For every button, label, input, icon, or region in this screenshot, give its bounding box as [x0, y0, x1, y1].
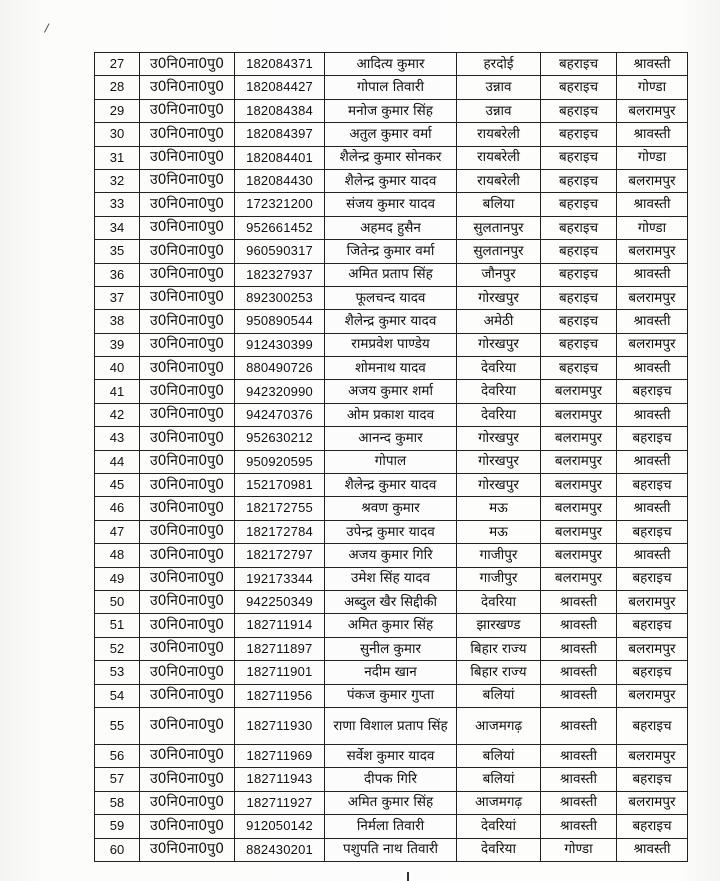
pno-cell: 152170981 [235, 474, 325, 497]
current-posting-cell: बहराइच [541, 240, 617, 263]
name-cell: शैलेन्द्र कुमार यादव [325, 169, 457, 192]
new-posting-cell: श्रावस्ती [617, 53, 688, 76]
table-row [95, 286, 688, 309]
new-posting-cell: गोण्डा [617, 146, 688, 169]
rank-cell: उ0नि0ना0पु0 [140, 815, 235, 838]
table-body [95, 53, 688, 862]
name-cell: अब्दुल खैर सिद्दीकी [325, 590, 457, 613]
home-district-cell: देवरिया [457, 838, 541, 861]
rank-cell: उ0नि0ना0पु0 [140, 661, 235, 684]
name-cell: फूलचन्द यादव [325, 286, 457, 309]
current-posting-cell: बलरामपुर [541, 474, 617, 497]
new-posting-cell: बहराइच [617, 567, 688, 590]
table-row [95, 310, 688, 333]
new-posting-cell: बहराइच [617, 768, 688, 791]
rank-cell: उ0नि0ना0पु0 [140, 744, 235, 767]
pno-cell: 182711956 [235, 684, 325, 707]
current-posting-cell: बहराइच [541, 263, 617, 286]
rank-cell: उ0नि0ना0पु0 [140, 497, 235, 520]
home-district-cell: बलियां [457, 684, 541, 707]
name-cell: पंकज कुमार गुप्ता [325, 684, 457, 707]
pno-cell: 942470376 [235, 403, 325, 426]
table-row [95, 684, 688, 707]
serial-number-cell: 49 [95, 567, 140, 590]
rank-cell: उ0नि0ना0पु0 [140, 838, 235, 861]
home-district-cell: मऊ [457, 520, 541, 543]
name-cell: अहमद हुसैन [325, 216, 457, 239]
new-posting-cell: श्रावस्ती [617, 263, 688, 286]
rank-cell: उ0नि0ना0पु0 [140, 403, 235, 426]
name-cell: मनोज कुमार सिंह [325, 99, 457, 122]
transfer-table [94, 52, 688, 862]
serial-number-cell: 60 [95, 838, 140, 861]
table-row [95, 146, 688, 169]
new-posting-cell: श्रावस्ती [617, 497, 688, 520]
serial-number-cell: 53 [95, 661, 140, 684]
current-posting-cell: बलरामपुर [541, 427, 617, 450]
new-posting-cell: बहराइच [617, 815, 688, 838]
new-posting-cell: बलरामपुर [617, 791, 688, 814]
current-posting-cell: बहराइच [541, 169, 617, 192]
current-posting-cell: बहराइच [541, 193, 617, 216]
current-posting-cell: बहराइच [541, 146, 617, 169]
pno-cell: 952661452 [235, 216, 325, 239]
name-cell: रामप्रवेश पाण्डेय [325, 333, 457, 356]
pno-cell: 182084397 [235, 123, 325, 146]
table-row [95, 123, 688, 146]
home-district-cell: बलिया [457, 193, 541, 216]
new-posting-cell: बलरामपुर [617, 684, 688, 707]
home-district-cell: उन्नाव [457, 76, 541, 99]
home-district-cell: गोरखपुर [457, 474, 541, 497]
name-cell: गोपाल [325, 450, 457, 473]
serial-number-cell: 32 [95, 169, 140, 192]
new-posting-cell: श्रावस्ती [617, 310, 688, 333]
current-posting-cell: बहराइच [541, 99, 617, 122]
home-district-cell: गाजीपुर [457, 567, 541, 590]
home-district-cell: आजमगढ़ [457, 707, 541, 744]
name-cell: अमित कुमार सिंह [325, 791, 457, 814]
pno-cell: 182711943 [235, 768, 325, 791]
table-row [95, 240, 688, 263]
table-row [95, 637, 688, 660]
new-posting-cell: बलरामपुर [617, 744, 688, 767]
home-district-cell: उन्नाव [457, 99, 541, 122]
table-row [95, 544, 688, 567]
rank-cell: उ0नि0ना0पु0 [140, 240, 235, 263]
rank-cell: उ0नि0ना0पु0 [140, 146, 235, 169]
new-posting-cell: बलरामपुर [617, 333, 688, 356]
rank-cell: उ0नि0ना0पु0 [140, 333, 235, 356]
pno-cell: 182172784 [235, 520, 325, 543]
serial-number-cell: 34 [95, 216, 140, 239]
rank-cell: उ0नि0ना0पु0 [140, 99, 235, 122]
rank-cell: उ0नि0ना0पु0 [140, 169, 235, 192]
pno-cell: 912050142 [235, 815, 325, 838]
new-posting-cell: बलरामपुर [617, 286, 688, 309]
current-posting-cell: श्रावस्ती [541, 614, 617, 637]
rank-cell: उ0नि0ना0पु0 [140, 768, 235, 791]
serial-number-cell: 33 [95, 193, 140, 216]
table-row [95, 791, 688, 814]
new-posting-cell: बहराइच [617, 380, 688, 403]
new-posting-cell: बहराइच [617, 707, 688, 744]
pno-cell: 912430399 [235, 333, 325, 356]
serial-number-cell: 36 [95, 263, 140, 286]
current-posting-cell: बलरामपुर [541, 403, 617, 426]
home-district-cell: हरदोई [457, 53, 541, 76]
name-cell: श्रवण कुमार [325, 497, 457, 520]
pno-cell: 182711897 [235, 637, 325, 660]
pno-cell: 182172797 [235, 544, 325, 567]
pno-cell: 950890544 [235, 310, 325, 333]
table-row [95, 53, 688, 76]
home-district-cell: आजमगढ़ [457, 791, 541, 814]
home-district-cell: देवरिया [457, 590, 541, 613]
current-posting-cell: बहराइच [541, 123, 617, 146]
serial-number-cell: 46 [95, 497, 140, 520]
rank-cell: उ0नि0ना0पु0 [140, 474, 235, 497]
current-posting-cell: गोण्डा [541, 838, 617, 861]
table-row [95, 263, 688, 286]
name-cell: अजय कुमार गिरि [325, 544, 457, 567]
table-row [95, 333, 688, 356]
rank-cell: उ0नि0ना0पु0 [140, 450, 235, 473]
name-cell: सुनील कुमार [325, 637, 457, 660]
new-posting-cell: गोण्डा [617, 216, 688, 239]
name-cell: अमित प्रताप सिंह [325, 263, 457, 286]
new-posting-cell: गोण्डा [617, 76, 688, 99]
table-row [95, 815, 688, 838]
serial-number-cell: 38 [95, 310, 140, 333]
serial-number-cell: 58 [95, 791, 140, 814]
current-posting-cell: श्रावस्ती [541, 637, 617, 660]
table-row [95, 707, 688, 744]
table-row [95, 357, 688, 380]
rank-cell: उ0नि0ना0पु0 [140, 263, 235, 286]
name-cell: निर्मला तिवारी [325, 815, 457, 838]
new-posting-cell: बहराइच [617, 427, 688, 450]
current-posting-cell: श्रावस्ती [541, 791, 617, 814]
new-posting-cell: श्रावस्ती [617, 838, 688, 861]
table-row [95, 474, 688, 497]
serial-number-cell: 59 [95, 815, 140, 838]
serial-number-cell: 52 [95, 637, 140, 660]
name-cell: ओम प्रकाश यादव [325, 403, 457, 426]
rank-cell: उ0नि0ना0पु0 [140, 567, 235, 590]
new-posting-cell: बहराइच [617, 661, 688, 684]
serial-number-cell: 41 [95, 380, 140, 403]
rank-cell: उ0नि0ना0पु0 [140, 614, 235, 637]
new-posting-cell: बहराइच [617, 614, 688, 637]
home-district-cell: गोरखपुर [457, 450, 541, 473]
current-posting-cell: श्रावस्ती [541, 768, 617, 791]
serial-number-cell: 44 [95, 450, 140, 473]
rank-cell: उ0नि0ना0पु0 [140, 590, 235, 613]
rank-cell: उ0नि0ना0पु0 [140, 76, 235, 99]
serial-number-cell: 45 [95, 474, 140, 497]
current-posting-cell: बलरामपुर [541, 520, 617, 543]
table-row [95, 661, 688, 684]
current-posting-cell: बलरामपुर [541, 567, 617, 590]
serial-number-cell: 29 [95, 99, 140, 122]
table-row [95, 169, 688, 192]
table-row [95, 838, 688, 861]
serial-number-cell: 48 [95, 544, 140, 567]
serial-number-cell: 28 [95, 76, 140, 99]
new-posting-cell: श्रावस्ती [617, 193, 688, 216]
rank-cell: उ0नि0ना0पु0 [140, 427, 235, 450]
rank-cell: उ0नि0ना0पु0 [140, 193, 235, 216]
pno-cell: 182711901 [235, 661, 325, 684]
home-district-cell: सुलतानपुर [457, 240, 541, 263]
rank-cell: उ0नि0ना0पु0 [140, 286, 235, 309]
rank-cell: उ0नि0ना0पु0 [140, 123, 235, 146]
name-cell: शैलेन्द्र कुमार यादव [325, 474, 457, 497]
home-district-cell: बिहार राज्य [457, 661, 541, 684]
rank-cell: उ0नि0ना0पु0 [140, 216, 235, 239]
current-posting-cell: बलरामपुर [541, 450, 617, 473]
name-cell: सर्वेश कुमार यादव [325, 744, 457, 767]
home-district-cell: देवरियां [457, 815, 541, 838]
serial-number-cell: 54 [95, 684, 140, 707]
pno-cell: 182327937 [235, 263, 325, 286]
name-cell: शैलेन्द्र कुमार यादव [325, 310, 457, 333]
table-row [95, 590, 688, 613]
rank-cell: उ0नि0ना0पु0 [140, 520, 235, 543]
pno-cell: 182084430 [235, 169, 325, 192]
rank-cell: उ0नि0ना0पु0 [140, 310, 235, 333]
home-district-cell: गोरखपुर [457, 333, 541, 356]
home-district-cell: बलियां [457, 768, 541, 791]
current-posting-cell: श्रावस्ती [541, 684, 617, 707]
current-posting-cell: बलरामपुर [541, 544, 617, 567]
rank-cell: उ0नि0ना0पु0 [140, 707, 235, 744]
pno-cell: 182084427 [235, 76, 325, 99]
table-row [95, 497, 688, 520]
new-posting-cell: श्रावस्ती [617, 357, 688, 380]
rank-cell: उ0नि0ना0पु0 [140, 791, 235, 814]
name-cell: नदीम खान [325, 661, 457, 684]
pno-cell: 182711930 [235, 707, 325, 744]
name-cell: संजय कुमार यादव [325, 193, 457, 216]
pno-cell: 172321200 [235, 193, 325, 216]
serial-number-cell: 47 [95, 520, 140, 543]
name-cell: अजय कुमार शर्मा [325, 380, 457, 403]
rank-cell: उ0नि0ना0पु0 [140, 684, 235, 707]
serial-number-cell: 42 [95, 403, 140, 426]
pno-cell: 960590317 [235, 240, 325, 263]
table-row [95, 768, 688, 791]
home-district-cell: जौनपुर [457, 263, 541, 286]
pno-cell: 882430201 [235, 838, 325, 861]
table-row [95, 76, 688, 99]
serial-number-cell: 50 [95, 590, 140, 613]
pen-mark [44, 23, 53, 34]
new-posting-cell: बहराइच [617, 474, 688, 497]
current-posting-cell: बहराइच [541, 310, 617, 333]
rank-cell: उ0नि0ना0पु0 [140, 357, 235, 380]
home-district-cell: बलियां [457, 744, 541, 767]
home-district-cell: सुलतानपुर [457, 216, 541, 239]
pno-cell: 182711927 [235, 791, 325, 814]
pno-cell: 892300253 [235, 286, 325, 309]
serial-number-cell: 40 [95, 357, 140, 380]
table-row [95, 614, 688, 637]
pno-cell: 182084384 [235, 99, 325, 122]
serial-number-cell: 30 [95, 123, 140, 146]
serial-number-cell: 51 [95, 614, 140, 637]
table-row [95, 450, 688, 473]
current-posting-cell: श्रावस्ती [541, 815, 617, 838]
table-row [95, 99, 688, 122]
current-posting-cell: श्रावस्ती [541, 661, 617, 684]
new-posting-cell: बलरामपुर [617, 169, 688, 192]
new-posting-cell: बलरामपुर [617, 99, 688, 122]
serial-number-cell: 56 [95, 744, 140, 767]
table-row [95, 380, 688, 403]
name-cell: अमित कुमार सिंह [325, 614, 457, 637]
name-cell: अतुल कुमार वर्मा [325, 123, 457, 146]
name-cell: जितेन्द्र कुमार वर्मा [325, 240, 457, 263]
current-posting-cell: बलरामपुर [541, 380, 617, 403]
home-district-cell: देवरिया [457, 403, 541, 426]
name-cell: राणा विशाल प्रताप सिंह [325, 707, 457, 744]
pno-cell: 950920595 [235, 450, 325, 473]
home-district-cell: देवरिया [457, 357, 541, 380]
table-row [95, 744, 688, 767]
pno-cell: 880490726 [235, 357, 325, 380]
new-posting-cell: बलरामपुर [617, 637, 688, 660]
current-posting-cell: बहराइच [541, 76, 617, 99]
pno-cell: 182711914 [235, 614, 325, 637]
name-cell: दीपक गिरि [325, 768, 457, 791]
rank-cell: उ0नि0ना0पु0 [140, 544, 235, 567]
current-posting-cell: बहराइच [541, 286, 617, 309]
current-posting-cell: श्रावस्ती [541, 744, 617, 767]
name-cell: पशुपति नाथ तिवारी [325, 838, 457, 861]
pno-cell: 952630212 [235, 427, 325, 450]
table-row [95, 216, 688, 239]
name-cell: शोमनाथ यादव [325, 357, 457, 380]
rank-cell: उ0नि0ना0पु0 [140, 380, 235, 403]
table-row [95, 427, 688, 450]
pno-cell: 942320990 [235, 380, 325, 403]
table-row [95, 567, 688, 590]
home-district-cell: गोरखपुर [457, 286, 541, 309]
new-posting-cell: बलरामपुर [617, 240, 688, 263]
new-posting-cell: श्रावस्ती [617, 123, 688, 146]
name-cell: उपेन्द्र कुमार यादव [325, 520, 457, 543]
new-posting-cell: बहराइच [617, 520, 688, 543]
rank-cell: उ0नि0ना0पु0 [140, 53, 235, 76]
home-district-cell: बिहार राज्य [457, 637, 541, 660]
home-district-cell: झारखण्ड [457, 614, 541, 637]
name-cell: उमेश सिंह यादव [325, 567, 457, 590]
new-posting-cell: श्रावस्ती [617, 450, 688, 473]
serial-number-cell: 27 [95, 53, 140, 76]
new-posting-cell: श्रावस्ती [617, 403, 688, 426]
table-row [95, 520, 688, 543]
name-cell: गोपाल तिवारी [325, 76, 457, 99]
new-posting-cell: बलरामपुर [617, 590, 688, 613]
serial-number-cell: 31 [95, 146, 140, 169]
serial-number-cell: 39 [95, 333, 140, 356]
home-district-cell: रायबरेली [457, 169, 541, 192]
pno-cell: 182084371 [235, 53, 325, 76]
current-posting-cell: श्रावस्ती [541, 707, 617, 744]
table-row [95, 403, 688, 426]
current-posting-cell: श्रावस्ती [541, 590, 617, 613]
pno-cell: 192173344 [235, 567, 325, 590]
name-cell: शैलेन्द्र कुमार सोनकर [325, 146, 457, 169]
rank-cell: उ0नि0ना0पु0 [140, 637, 235, 660]
serial-number-cell: 57 [95, 768, 140, 791]
pno-cell: 942250349 [235, 590, 325, 613]
home-district-cell: रायबरेली [457, 123, 541, 146]
current-posting-cell: बलरामपुर [541, 497, 617, 520]
serial-number-cell: 43 [95, 427, 140, 450]
current-posting-cell: बहराइच [541, 357, 617, 380]
current-posting-cell: बहराइच [541, 216, 617, 239]
serial-number-cell: 37 [95, 286, 140, 309]
pno-cell: 182084401 [235, 146, 325, 169]
home-district-cell: देवरिया [457, 380, 541, 403]
serial-number-cell: 55 [95, 707, 140, 744]
name-cell: आनन्द कुमार [325, 427, 457, 450]
pno-cell: 182711969 [235, 744, 325, 767]
home-district-cell: मऊ [457, 497, 541, 520]
current-posting-cell: बहराइच [541, 53, 617, 76]
serial-number-cell: 35 [95, 240, 140, 263]
home-district-cell: अमेठी [457, 310, 541, 333]
name-cell: आदित्य कुमार [325, 53, 457, 76]
new-posting-cell: श्रावस्ती [617, 544, 688, 567]
table-row [95, 193, 688, 216]
pno-cell: 182172755 [235, 497, 325, 520]
page-edge-mark [407, 872, 409, 881]
home-district-cell: रायबरेली [457, 146, 541, 169]
home-district-cell: गोरखपुर [457, 427, 541, 450]
home-district-cell: गाजीपुर [457, 544, 541, 567]
current-posting-cell: बहराइच [541, 333, 617, 356]
